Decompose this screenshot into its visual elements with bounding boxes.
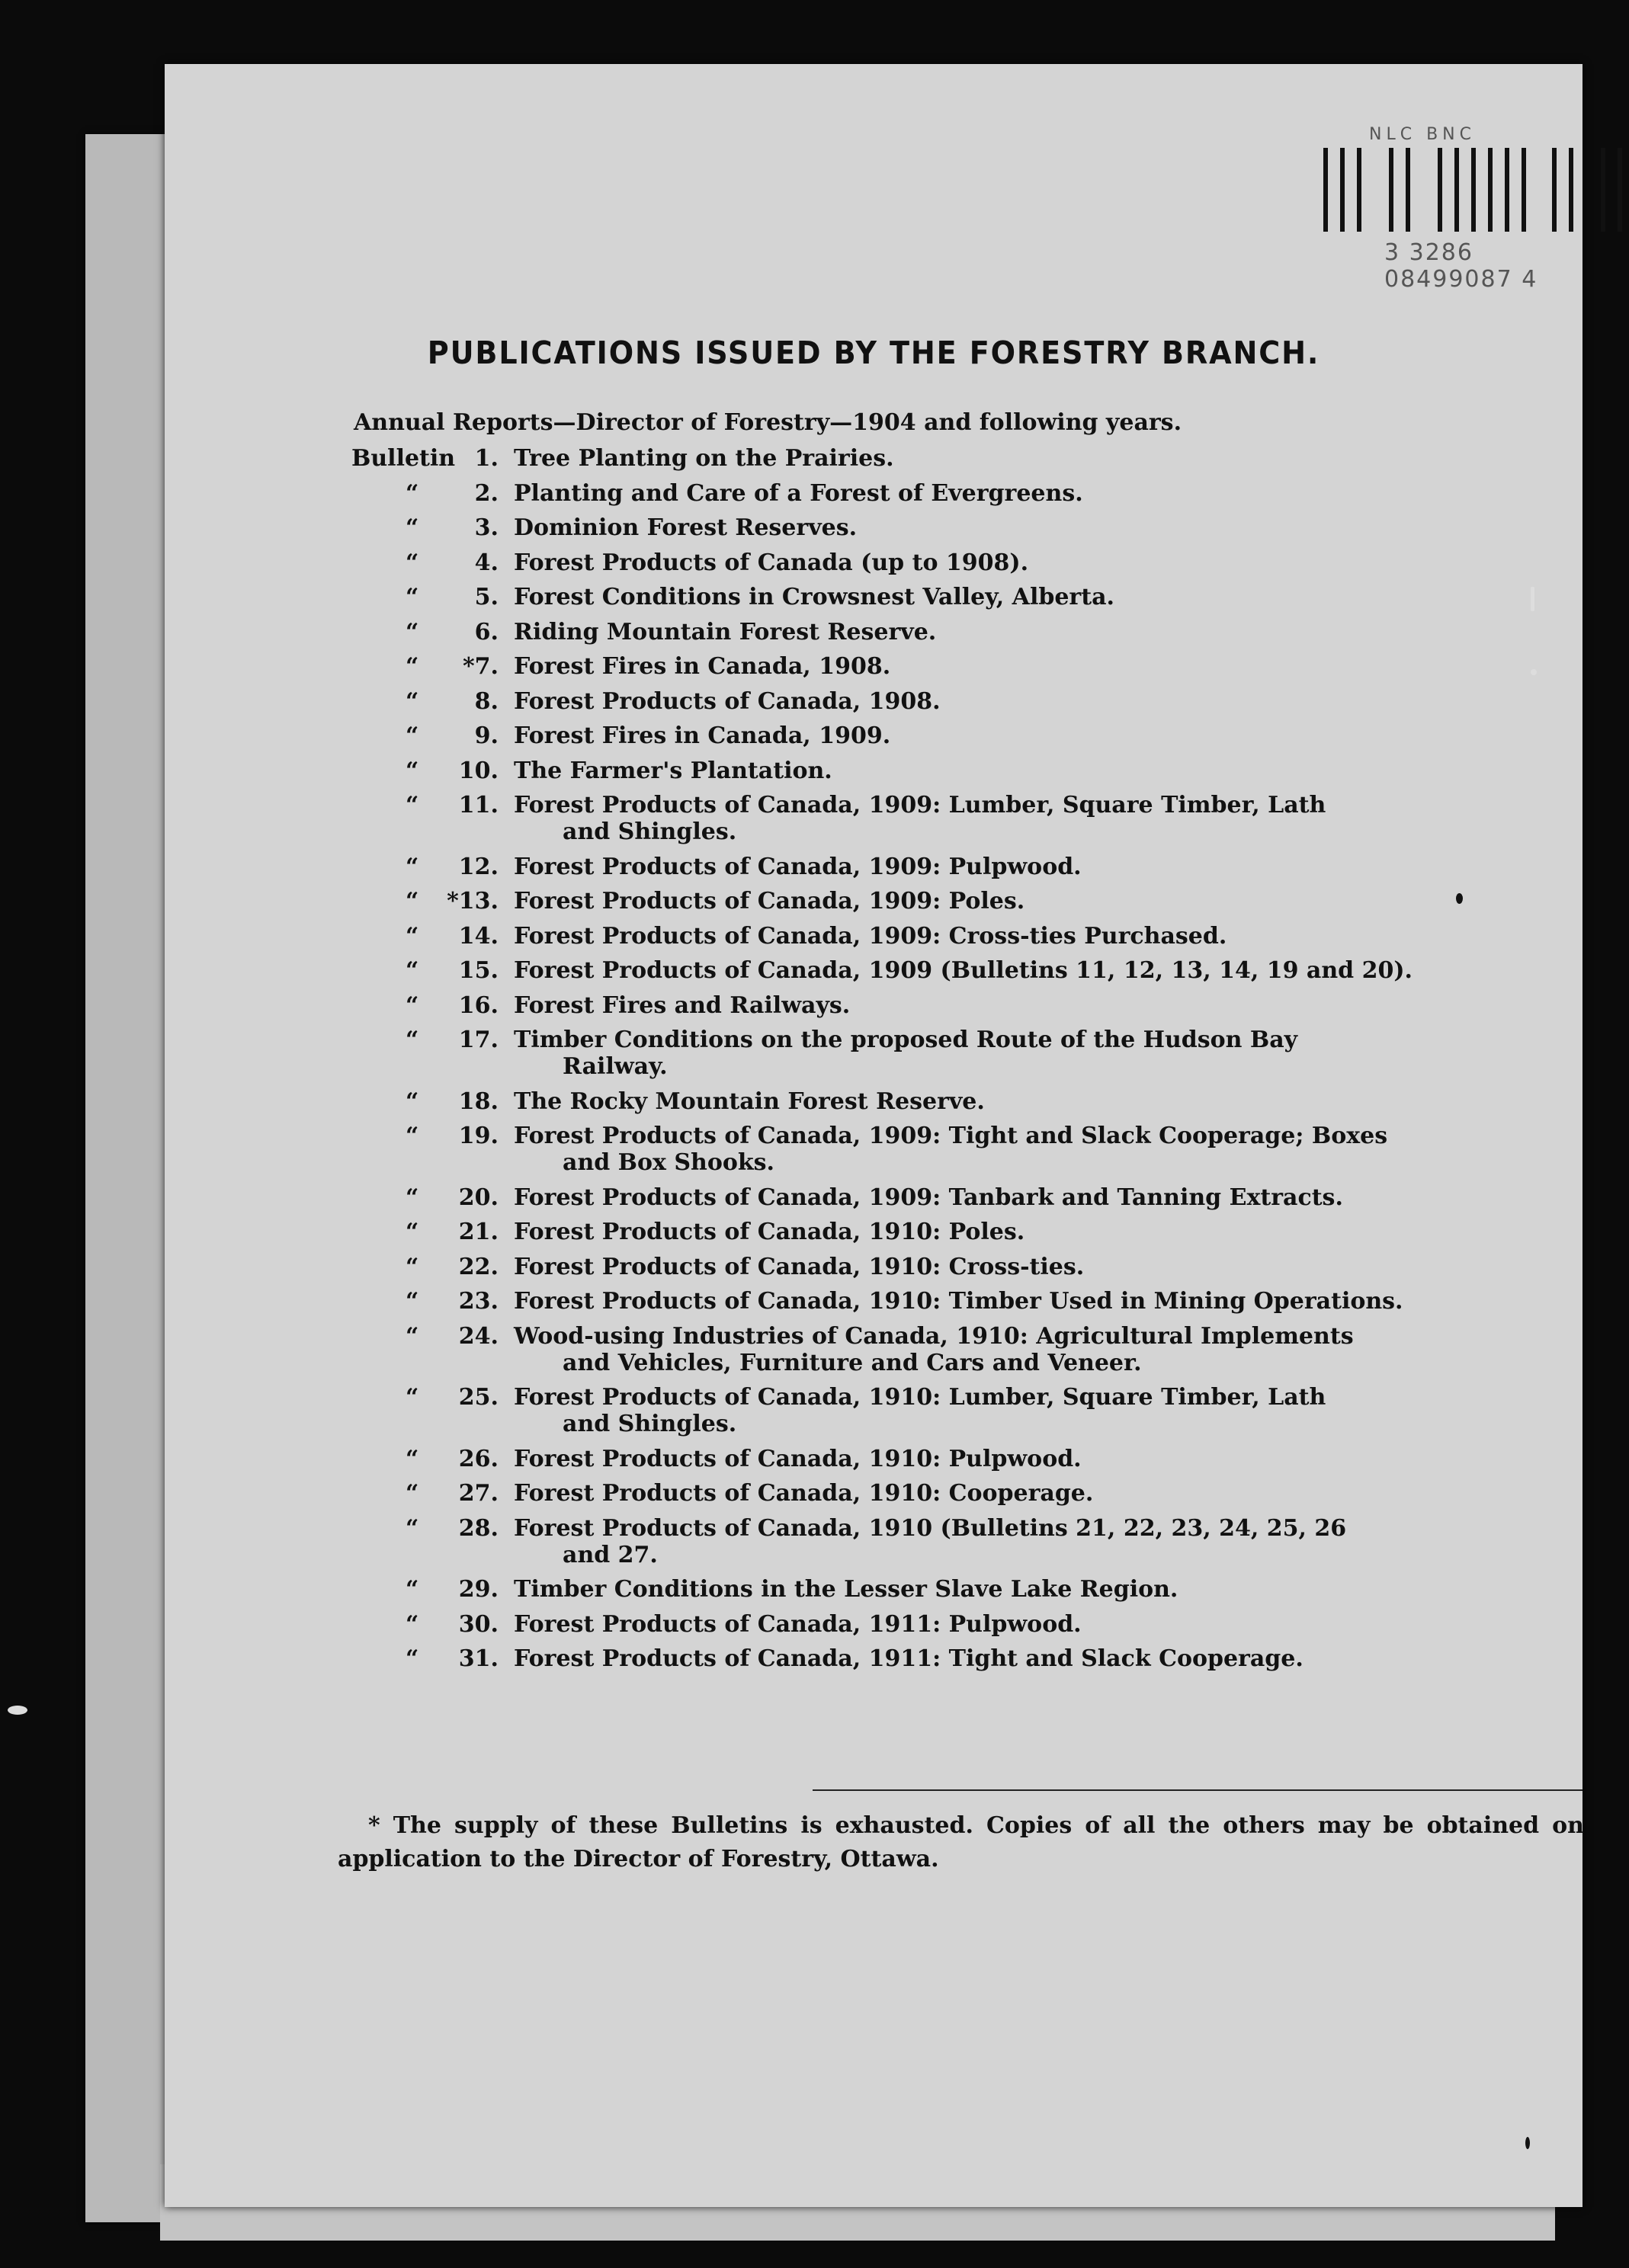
footnote-divider	[813, 1789, 1583, 1791]
bulletin-number: 4.	[474, 549, 499, 576]
bulletin-number: 5.	[474, 584, 499, 610]
bulletin-number: 19.	[458, 1123, 499, 1149]
bulletin-title-continued: and 27.	[563, 1541, 658, 1568]
bulletin-number: 30.	[458, 1610, 499, 1638]
bulletin-number: 12.	[458, 853, 499, 880]
footnote: * The supply of these Bulletins is exhausted. Copies of all the others may be obtained on application to the Director of Forestry, Ottawa.	[338, 1812, 1584, 1872]
bulletin-title-continued: and Shingles.	[563, 1411, 737, 1437]
bulletin-title: Forest Conditions in Crowsnest Valley, Alberta.	[514, 584, 1114, 610]
bulletin-prefix: “	[406, 888, 419, 915]
bulletin-number: 2.	[474, 479, 499, 507]
bulletin-title: Forest Products of Canada, 1910 (Bulletins 21, 22, 23, 24, 25, 26	[514, 1514, 1347, 1542]
edge-mark	[8, 1706, 27, 1715]
bulletin-number: 1.	[474, 445, 499, 472]
barcode-number: 3 3286 08499087 4	[1384, 239, 1538, 293]
bulletin-prefix: “	[406, 1514, 419, 1542]
bulletin-title: Timber Conditions on the proposed Route of the Hudson Bay	[514, 1027, 1298, 1053]
bulletin-number: 26.	[458, 1445, 499, 1472]
bulletin-prefix: “	[406, 1027, 419, 1053]
bulletin-prefix: “	[406, 479, 419, 507]
page-title: PUBLICATIONS ISSUED BY THE FORESTRY BRANCH.	[427, 335, 1320, 371]
bulletin-prefix: “	[406, 1610, 419, 1638]
bulletin-prefix: “	[406, 549, 419, 576]
bulletin-title: Forest Products of Canada, 1911: Pulpwood.	[514, 1610, 1082, 1638]
bulletin-prefix: “	[406, 1480, 419, 1507]
bulletin-prefix: “	[406, 1088, 419, 1115]
bulletin-number: 21.	[458, 1219, 499, 1245]
bulletin-prefix: “	[406, 653, 419, 680]
bulletin-title: Forest Products of Canada, 1910: Poles.	[514, 1219, 1025, 1245]
bulletin-title: Riding Mountain Forest Reserve.	[514, 618, 937, 645]
bulletin-number: 10.	[458, 757, 499, 784]
bulletin-title: Timber Conditions in the Lesser Slave Lake Region.	[514, 1576, 1178, 1603]
bulletin-prefix: “	[406, 1445, 419, 1472]
bulletin-number: 31.	[458, 1645, 499, 1672]
bulletin-number: 22.	[458, 1253, 499, 1280]
bulletin-number: 14.	[458, 922, 499, 950]
bulletin-title-continued: and Shingles.	[563, 818, 737, 845]
bulletin-prefix: “	[406, 687, 419, 715]
bulletin-title: Forest Products of Canada, 1909: Pulpwood.	[514, 853, 1082, 880]
bulletin-prefix: “	[406, 1184, 419, 1211]
bulletin-title: Forest Products of Canada, 1910: Cooperage.	[514, 1480, 1094, 1507]
barcode-label: NLC BNC	[1369, 125, 1476, 144]
bulletin-title-continued: and Vehicles, Furniture and Cars and Veneer.	[563, 1349, 1142, 1376]
bulletin-title: Forest Products of Canada, 1910: Pulpwood.	[514, 1445, 1082, 1472]
bulletin-prefix: Bulletin	[351, 445, 456, 472]
bulletin-title: Forest Fires in Canada, 1909.	[514, 722, 891, 749]
bulletin-number: *7.	[462, 653, 499, 680]
bulletin-title: Forest Fires and Railways.	[514, 991, 851, 1019]
bulletin-title: Forest Products of Canada, 1909: Poles.	[514, 888, 1025, 915]
bulletin-title: Forest Products of Canada, 1911: Tight and Slack Cooperage.	[514, 1645, 1304, 1672]
edge-mark	[1531, 587, 1534, 611]
bulletin-number: *13.	[447, 888, 499, 915]
bulletin-number: 18.	[458, 1088, 499, 1115]
barcode-icon	[1323, 148, 1629, 232]
bulletin-prefix: “	[406, 1253, 419, 1280]
bulletin-title: Forest Products of Canada, 1909: Lumber, Square Timber, Lath	[514, 792, 1326, 818]
bulletin-title: Wood-using Industries of Canada, 1910: Agricultural Implements	[514, 1322, 1354, 1350]
bulletin-title: Dominion Forest Reserves.	[514, 514, 858, 541]
bulletin-prefix: “	[406, 991, 419, 1019]
ink-speck	[1525, 2137, 1530, 2149]
bulletin-title: The Rocky Mountain Forest Reserve.	[514, 1088, 985, 1115]
edge-mark	[1531, 669, 1537, 675]
bulletin-number: 16.	[458, 991, 499, 1019]
bulletin-title: Forest Products of Canada, 1909: Tanbark and Tanning Extracts.	[514, 1184, 1343, 1211]
bulletin-prefix: “	[406, 722, 419, 749]
bulletin-title-continued: and Box Shooks.	[563, 1149, 774, 1176]
bulletin-title: Forest Fires in Canada, 1908.	[514, 653, 891, 680]
bulletin-number: 6.	[474, 618, 499, 645]
bulletin-prefix: “	[406, 514, 419, 541]
bulletin-number: 27.	[458, 1480, 499, 1507]
bulletin-title: Forest Products of Canada, 1910: Timber Used in Mining Operations.	[514, 1288, 1403, 1315]
bulletin-prefix: “	[406, 1123, 419, 1149]
bulletin-number: 25.	[458, 1384, 499, 1411]
bulletin-number: 9.	[474, 722, 499, 749]
bulletin-title: Forest Products of Canada (up to 1908).	[514, 549, 1029, 576]
bulletin-title: Forest Products of Canada, 1910: Cross-ties.	[514, 1253, 1085, 1280]
bulletin-title: Planting and Care of a Forest of Evergreens.	[514, 479, 1083, 507]
bulletin-prefix: “	[406, 1576, 419, 1603]
bulletin-number: 15.	[458, 957, 499, 984]
bulletin-title: Tree Planting on the Prairies.	[514, 445, 894, 472]
bulletin-title: Forest Products of Canada, 1910: Lumber, Square Timber, Lath	[514, 1384, 1326, 1411]
bulletin-prefix: “	[406, 757, 419, 784]
ink-speck	[1456, 893, 1463, 904]
bulletin-title: Forest Products of Canada, 1909: Cross-ties Purchased.	[514, 922, 1227, 950]
bulletin-number: 17.	[458, 1027, 499, 1053]
bulletin-prefix: “	[406, 1384, 419, 1411]
bulletin-prefix: “	[406, 922, 419, 950]
annual-reports: Annual Reports—Director of Forestry—1904 and following years.	[354, 409, 1182, 436]
bulletin-number: 3.	[474, 514, 499, 541]
bulletin-number: 29.	[458, 1576, 499, 1603]
bulletin-prefix: “	[406, 853, 419, 880]
bulletin-number: 23.	[458, 1288, 499, 1315]
bulletin-prefix: “	[406, 1219, 419, 1245]
bulletin-title-continued: Railway.	[563, 1053, 668, 1080]
bulletin-prefix: “	[406, 1322, 419, 1350]
bulletin-prefix: “	[406, 792, 419, 818]
bulletin-prefix: “	[406, 1288, 419, 1315]
bulletin-prefix: “	[406, 957, 419, 984]
document-page	[165, 64, 1583, 2207]
bulletin-number: 24.	[458, 1322, 499, 1350]
bulletin-number: 20.	[458, 1184, 499, 1211]
bulletin-title: Forest Products of Canada, 1909: Tight and Slack Cooperage; Boxes	[514, 1123, 1388, 1149]
bulletin-title: Forest Products of Canada, 1908.	[514, 687, 941, 715]
bulletin-number: 8.	[474, 687, 499, 715]
bulletin-title: The Farmer's Plantation.	[514, 757, 832, 784]
bulletin-prefix: “	[406, 618, 419, 645]
bulletin-prefix: “	[406, 1645, 419, 1672]
bulletin-number: 11.	[458, 792, 499, 818]
bulletin-title: Forest Products of Canada, 1909 (Bulletins 11, 12, 13, 14, 19 and 20).	[514, 957, 1413, 984]
bulletin-prefix: “	[406, 584, 419, 610]
bulletin-number: 28.	[458, 1514, 499, 1542]
